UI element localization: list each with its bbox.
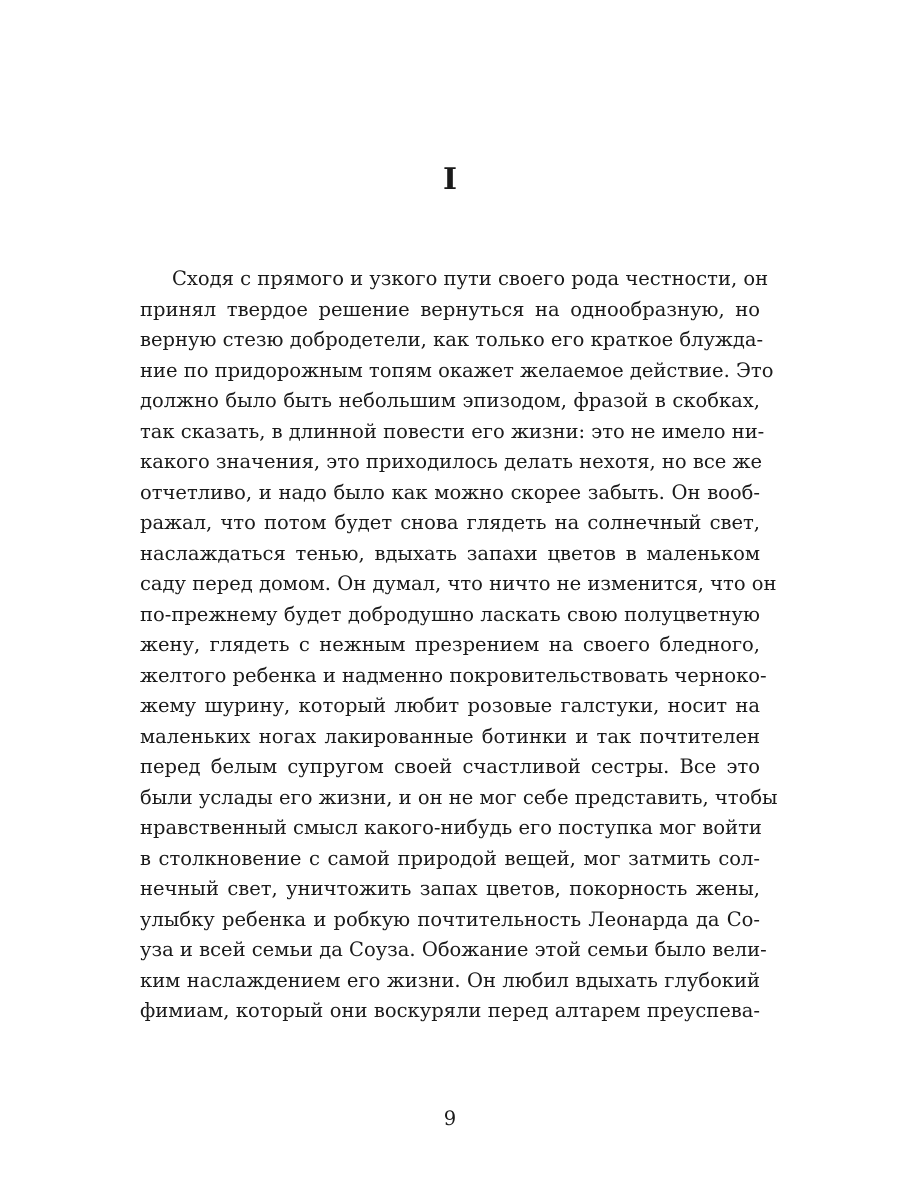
text-line: ражал, что потом будет снова глядеть на солнечный свет,: [140, 511, 760, 534]
text-line: улыбку ребенка и робкую почтительность Леонарда да Со-: [140, 907, 760, 931]
text-line: ние по придорожным топям окажет желаемое действие. Это: [140, 358, 774, 382]
text-line: фимиам, который они воскуряли перед алтарем преуспева-: [140, 999, 760, 1022]
text-line: нравственный смысл какого-нибудь его поступка мог войти: [140, 816, 762, 839]
text-line: верную стезю добродетели, как только его краткое блужда-: [140, 328, 764, 351]
text-line: маленьких ногах лакированные ботинки и так почтителен: [140, 724, 760, 748]
text-line: жему шурину, который любит розовые галстуки, носит на: [140, 694, 760, 717]
text-line: жену, глядеть с нежным презрением на своего бледного,: [140, 633, 760, 656]
chapter-heading: I: [442, 162, 458, 197]
text-line: нечный свет, уничтожить запах цветов, покорность жены,: [140, 877, 760, 900]
body-paragraph: [140, 264, 778, 1027]
text-line: принял твердое решение вернуться на однообразную, но: [140, 297, 760, 321]
text-line: какого значения, это приходилось делать нехотя, но все же: [140, 450, 762, 473]
text-line: перед белым супругом своей счастливой сестры. Все это: [140, 755, 760, 778]
text-line: наслаждаться тенью, вдыхать запахи цветов в маленьком: [140, 541, 760, 565]
text-line: Сходя с прямого и узкого пути своего рода честности, он: [172, 267, 769, 290]
text-line: саду перед домом. Он думал, что ничто не изменится, что он: [140, 572, 777, 595]
text-line: были услады его жизни, и он не мог себе представить, чтобы: [140, 785, 778, 809]
text-line: уза и всей семьи да Соуза. Обожание этой семьи было вели-: [140, 938, 767, 961]
text-line: в столкновение с самой природой вещей, мог затмить сол-: [140, 846, 760, 870]
text-line: отчетливо, и надо было как можно скорее забыть. Он вооб-: [140, 480, 760, 504]
text-line: так сказать, в длинной повести его жизни: это не имело ни-: [140, 419, 765, 443]
text-line: ким наслаждением его жизни. Он любил вдыхать глубокий: [140, 968, 760, 992]
text-line: желтого ребенка и надменно покровительствовать черноко-: [140, 663, 767, 687]
text-line: должно было быть небольшим эпизодом, фразой в скобках,: [140, 389, 760, 412]
text-line: по-прежнему будет добродушно ласкать свою полуцветную: [140, 602, 760, 626]
page-number: 9: [443, 1107, 457, 1130]
